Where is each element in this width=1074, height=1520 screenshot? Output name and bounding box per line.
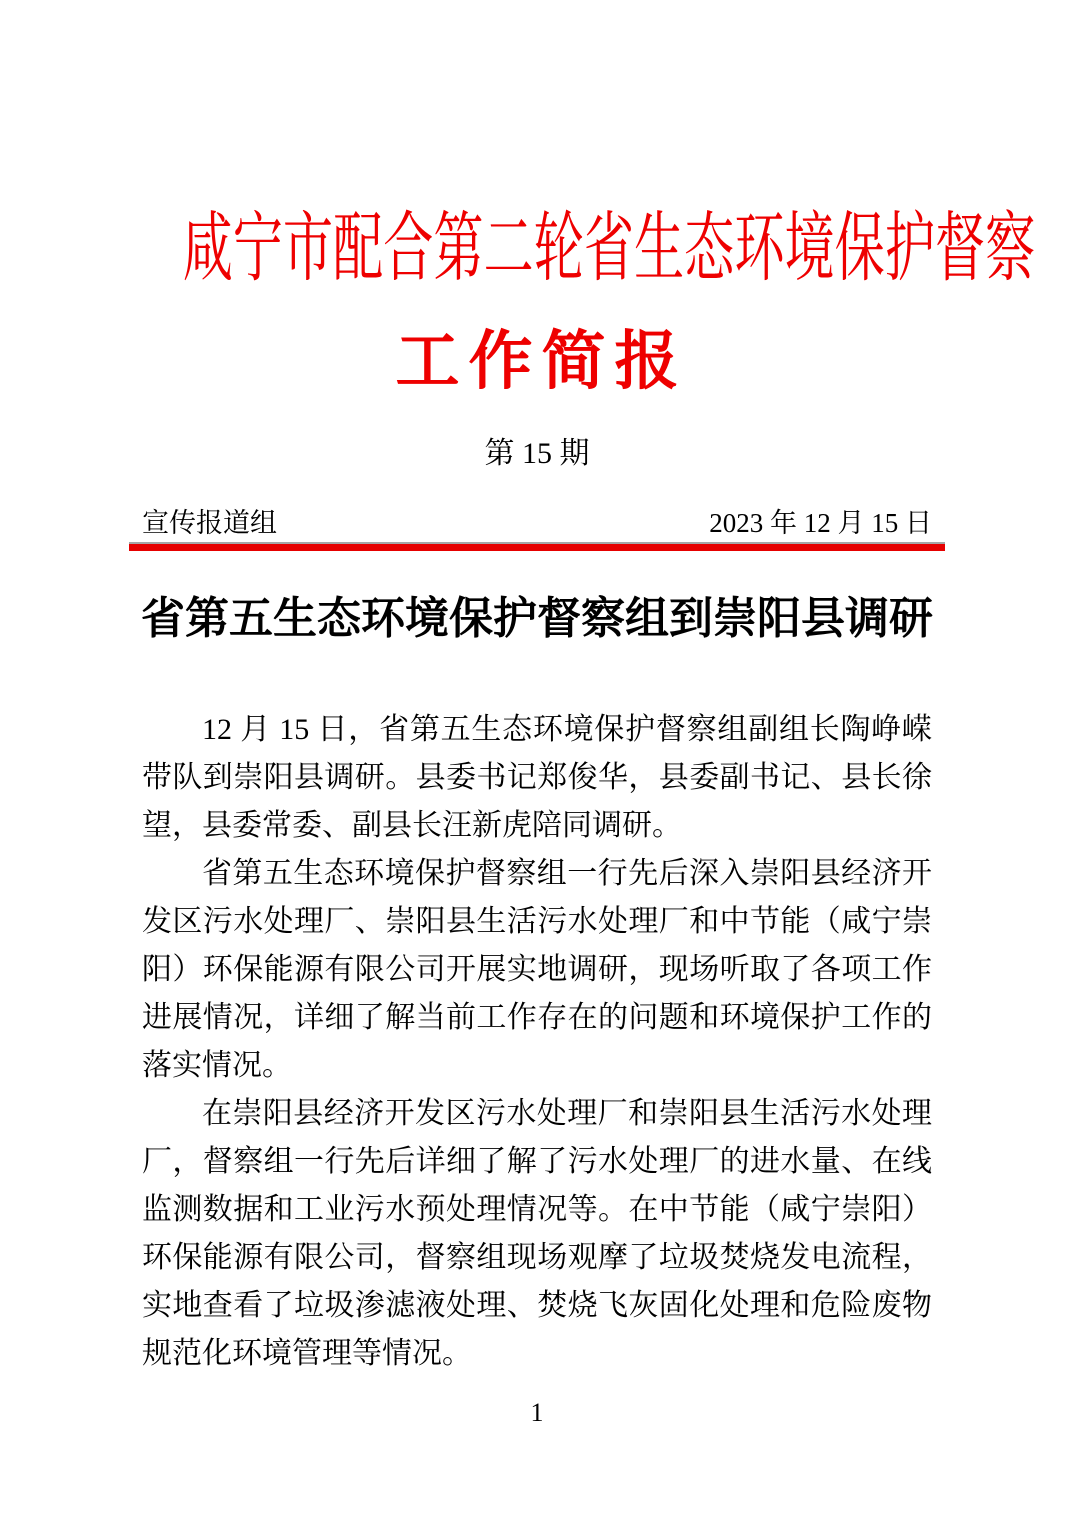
- issue-number: 第 15 期: [484, 437, 590, 470]
- page-number: 1: [530, 1398, 544, 1427]
- meta-row: [142, 507, 932, 539]
- publish-date: 2023 年 12 月 15 日: [709, 508, 932, 538]
- publisher-label: 宣传报道组: [142, 508, 277, 538]
- article-title: 省第五生态环境保护督察组到崇阳县调研: [141, 594, 933, 643]
- page-footer: [0, 1398, 1074, 1428]
- article-paragraph-2: 省第五生态环境保护督察组一行先后深入崇阳县经济开发区污水处理厂、崇阳县生活污水处理厂和中节能（咸宁崇阳）环保能源有限公司开展实地调研，现场听取了各项工作进展情况，详细了解当前工作存在的问题和环境保护工作的落实情况。: [142, 857, 932, 1082]
- red-divider-line: [129, 544, 945, 551]
- article-body: [142, 706, 932, 1378]
- header-divider: [129, 542, 945, 551]
- article-paragraph-1: 12 月 15 日，省第五生态环境保护督察组副组长陶峥嵘带队到崇阳县调研。县委书记郑俊华，县委副书记、县长徐望，县委常委、副县长汪新虎陪同调研。: [142, 713, 932, 842]
- article-paragraph-3: 在崇阳县经济开发区污水处理厂和崇阳县生活污水处理厂，督察组一行先后详细了解了污水处理厂的进水量、在线监测数据和工业污水预处理情况等。在中节能（咸宁崇阳）环保能源有限公司，督察组现场观摩了垃圾焚烧发电流程，实地查看了垃圾渗滤液处理、焚烧飞灰固化处理和危险废物规范化环境管理等情况。: [142, 1097, 932, 1370]
- masthead-title: 咸宁市配合第二轮省生态环境保护督察: [182, 207, 1036, 291]
- masthead-subtitle: 工作简报: [395, 326, 688, 397]
